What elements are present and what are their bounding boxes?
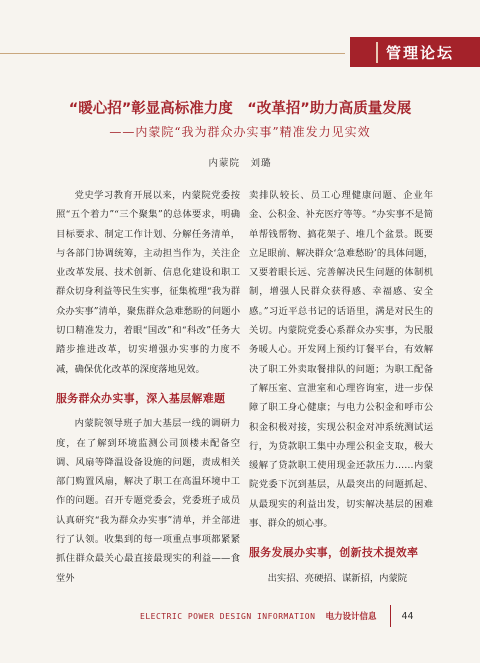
footer-divider — [390, 605, 391, 627]
article-author: 内蒙院 刘璐 — [208, 158, 272, 169]
paragraph: 内蒙院领导班子加大基层一线的调研力度，在了解到环境监测公司顶楼未配备空调、风扇等降温设备设施的问题，责成相关部门购置风扇，解决了职工在高温环境中工作的问题。召开专题党委会，党委班子成员认真研究“我为群众办实事”清单，并全部进行了认领。收集到的每一项重点事项都紧紧抓住群众最关心最直接最现实的利益——食堂外 — [56, 418, 240, 584]
section-heading: 服务群众办实事，深入基层解难题 — [56, 391, 226, 405]
section-tag — [350, 37, 480, 67]
page-number: 44 — [401, 610, 414, 622]
header-rule — [0, 53, 345, 54]
paragraph: 卖排队较长、员工心理健康问题、企业年金、公积金、补充医疗等等。“办实事不是简单帮钱帮物、搞花架子、堆几个盆景。既要立足眼前、解决群众‘急难愁盼’的具体问题，又要着眼长远、完善解决民生问题的体制机制，增强人民群众获得感、幸福感、安全感。”习近平总书记的话语里，满是对民生的关切。内蒙院党委心系群众办实事，为民服务暖人心。开发网上预约订餐平台，有效解决了职工外卖取餐排队的问题；为职工配备了解压室、宣泄室和心理咨询室，进一步保障了职工身心健康；与电力公积金和呼市公积金积极对接，实现公积金对冲系统测试运行，为贷款职工集中办理公积金支取，极大缓解了贷款职工使用现金还款压力……内蒙院党委下沉到基层，从最突出的问题抓起、从最现实的利益出发，切实解决基层的困难事、群众的烦心事。 — [249, 190, 433, 530]
page-footer — [140, 605, 414, 627]
article-title: “暖心招”彰显高标准力度 “改革招”助力高质量发展 — [68, 101, 412, 117]
paragraph: 党史学习教育开展以来，内蒙院党委按照“五个着力”“三个聚集”的总体要求，明确目标要求、制定工作计划、分解任务清单，与各部门协调统筹，主动担当作为，关注企业改革发展、技术创新、信息化建设和职工群众切身利益等民生实事，征集梳理“我为群众办实事”清单，聚焦群众急难愁盼的问题小切口精准发力，着眼“国改”和“科改”任务大踏步推进改革，切实增强办实事的力度不减，确保优化改革的深度落地见效。 — [56, 190, 240, 375]
left-column — [56, 186, 240, 588]
right-column — [249, 186, 433, 588]
journal-name-cn: 电力设计信息 — [325, 612, 377, 622]
paragraph: 出实招、亮硬招、谋新招，内蒙院 — [267, 572, 408, 584]
journal-name-en: ELECTRIC POWER DESIGN INFORMATION — [140, 611, 316, 621]
section-tag-label: 管理论坛 — [376, 42, 454, 63]
article-subtitle: ——内蒙院“我为群众办实事”精准发力见实效 — [109, 125, 371, 139]
section-heading: 服务发展办实事，创新技术提效率 — [249, 546, 419, 560]
